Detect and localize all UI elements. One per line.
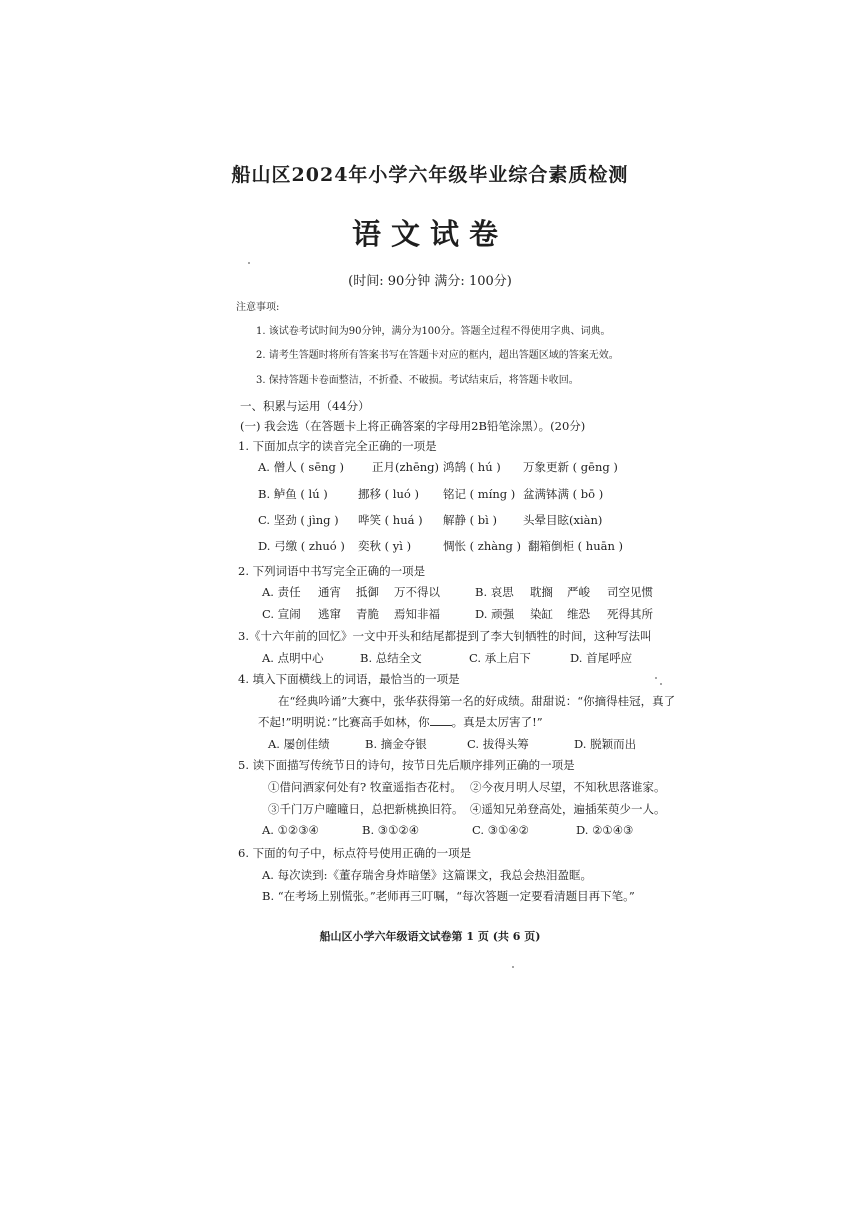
scan-speck [655,677,657,679]
q2-word: 青脆 [356,607,379,621]
q4-option: B. 摘金夺银 [365,737,427,751]
q1-option-d-word4: 翻箱倒柜 ( huān ) [528,539,624,553]
q5-option: C. ③①④② [472,823,529,837]
notes-heading: 注意事项: [236,302,280,313]
q2-word: 染缸 [530,607,553,621]
q4-option: A. 屡创佳绩 [268,737,330,751]
q1-option-c-word1: C. 坚劲 ( jìng ) [258,513,339,527]
q1-option-c-word2: 哗笑 ( huá ) [358,513,423,527]
q1-option-b-word4: 盆满钵满 ( bō ) [523,487,604,501]
q2-word: 焉知非福 [394,607,440,621]
q5-option: D. ②①④③ [576,823,634,837]
q3-option: C. 承上启下 [469,651,531,665]
scan-speck [248,262,250,264]
q6-option-a: A. 每次读到:《董存瑞舍身炸暗堡》这篇课文，我总会热泪盈眶。 [262,868,592,882]
q4-passage-part2: 。真是太厉害了!” [451,715,543,729]
q6-option-b: B. “在考场上别慌张。”老师再三叮嘱，“每次答题一定要看清题目再下笔。” [262,889,635,903]
q1-option-a-word4: 万象更新 ( gēng ) [523,460,618,474]
q2-word: 抵御 [356,585,379,599]
exam-title: 船山区2024年小学六年级毕业综合素质检测 [231,164,629,186]
exam-info: (时间: 90分钟 满分: 100分) [348,274,512,289]
q1-option-b-word3: 铭记 ( míng ) [443,487,516,501]
scan-speck [512,966,514,968]
section-heading: 一、积累与运用（44分） [240,399,370,413]
q5-poem-line: ②今夜月明人尽望，不知秋思落谁家。 [470,780,666,794]
scan-speck [660,683,662,685]
q5-option: B. ③①②④ [362,823,420,837]
question-5-stem: 5. 读下面描写传统节日的诗句，按节日先后顺序排列正确的一项是 [238,758,575,772]
q3-option: A. 点明中心 [262,651,324,665]
q1-option-d-word3: 惆怅 ( zhàng ) [443,539,522,553]
q2-word: 逃窜 [318,607,341,621]
q4-option: C. 拔得头筹 [467,737,529,751]
q5-poem-line: ①借问酒家何处有? 牧童遥指杏花村。 [268,780,462,794]
q2-word: A. 责任 [262,585,301,599]
q1-option-b-word1: B. 鲈鱼 ( lú ) [258,487,328,501]
question-1-stem: 1. 下面加点字的读音完全正确的一项是 [238,439,437,453]
q4-option: D. 脱颖而出 [574,737,637,751]
q1-option-d-word2: 奕秋 ( yì ) [358,539,412,553]
q2-word: D. 顽强 [475,607,515,621]
section-subheading: (一) 我会选（在答题卡上将正确答案的字母用2B铅笔涂黑）。(20分) [240,419,586,433]
q3-option: D. 首尾呼应 [570,651,633,665]
q2-word: B. 哀思 [475,585,514,599]
question-3-stem: 3.《十六年前的回忆》一文中开头和结尾都提到了李大钊牺牲的时间，这种写法叫 [238,629,652,643]
q2-word: 严峻 [567,585,590,599]
q1-option-a-word2: 正月(zhēng) [372,460,440,474]
q1-option-c-word3: 解静 ( bì ) [443,513,497,527]
page-footer: 船山区小学六年级语文试卷第 1 页 (共 6 页) [319,930,541,943]
q2-word: 司空见惯 [607,585,653,599]
q5-option: A. ①②③④ [262,823,319,837]
subject-title: 语文试卷 [351,217,508,251]
q4-blank [430,725,452,726]
q1-option-a-word3: 鸿鹄 ( hú ) [443,460,501,474]
q2-word: 万不得以 [394,585,440,599]
note-item: 3. 保持答题卡卷面整洁，不折叠、不破损。考试结束后，将答题卡收回。 [256,375,579,386]
q1-option-d-word1: D. 弓缴 ( zhuó ) [258,539,345,553]
q4-passage-line1: 在“经典吟诵”大赛中，张华获得第一名的好成绩。甜甜说：“你摘得桂冠，真了 [278,694,676,708]
q4-passage-line2 [258,714,543,730]
q2-word: 通宵 [318,585,341,599]
q1-option-c-word4: 头晕目眩(xiàn) [523,513,603,527]
q2-word: 死得其所 [607,607,653,621]
note-item: 2. 请考生答题时将所有答案书写在答题卡对应的框内，超出答题区域的答案无效。 [256,350,619,361]
q2-word: 维恐 [567,607,590,621]
question-6-stem: 6. 下面的句子中，标点符号使用正确的一项是 [238,846,472,860]
q5-poem-line: ④遥知兄弟登高处，遍插茱萸少一人。 [470,802,666,816]
q2-word: C. 宣闹 [262,607,301,621]
q1-option-a-word1: A. 僧人 ( sēng ) [258,460,345,474]
q4-passage-part1: 不起!”明明说：”比赛高手如林，你 [258,715,430,729]
q1-option-b-word2: 挪移 ( luó ) [358,487,419,501]
question-2-stem: 2. 下列词语中书写完全正确的一项是 [238,564,426,578]
q2-word: 耽搁 [530,585,553,599]
q3-option: B. 总结全文 [360,651,422,665]
note-item: 1. 该试卷考试时间为90分钟，满分为100分。答题全过程不得使用字典、词典。 [256,326,611,337]
question-4-stem: 4. 填入下面横线上的词语，最恰当的一项是 [238,672,460,686]
q5-poem-line: ③千门万户曈曈日，总把新桃换旧符。 [268,802,464,816]
